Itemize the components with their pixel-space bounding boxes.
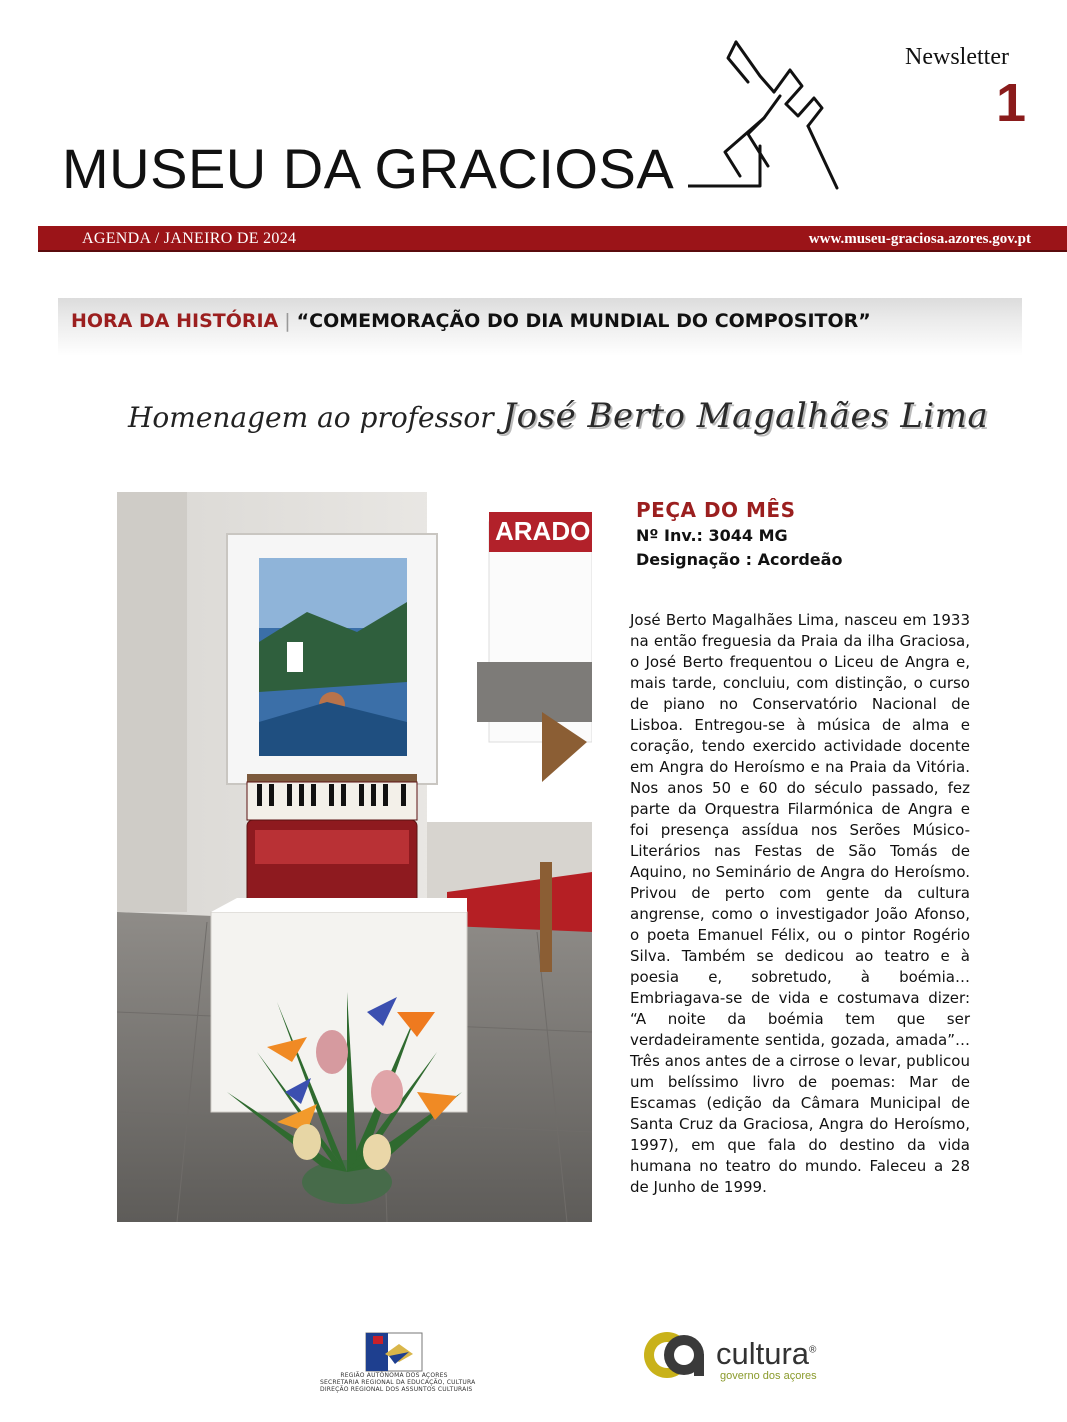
agenda-bar [38, 226, 1067, 252]
cultura-subtitle: governo dos açores [720, 1370, 817, 1382]
windmill-logo [688, 36, 848, 192]
section-title: “COMEMORAÇÃO DO DIA MUNDIAL DO COMPOSITOR” [296, 310, 871, 332]
tribute-name: José Berto Magalhães Lima [502, 396, 989, 436]
registered-mark: ® [809, 1344, 817, 1356]
piece-heading: PEÇA DO MÊS [636, 498, 796, 522]
footer-line-region: REGIÃO AUTÓNOMA DOS AÇORES [340, 1372, 448, 1379]
azores-flag-icon [365, 1332, 423, 1372]
exhibit-photo-illustration [117, 492, 592, 1222]
section-category: HORA DA HISTÓRIA [71, 310, 279, 332]
footer-line-secretariat: SECRETARIA REGIONAL DA EDUCAÇÃO, CULTURA [320, 1379, 476, 1386]
museum-title: MUSEU DA GRACIOSA [62, 137, 675, 200]
footer-line-directorate: DIREÇÃO REGIONAL DOS ASSUNTOS CULTURAIS [320, 1386, 473, 1393]
website-link[interactable]: www.museu-graciosa.azores.gov.pt [808, 231, 1031, 247]
exhibit-panel-text: ARADO [495, 516, 591, 546]
section-separator: | [284, 310, 291, 332]
piece-designation: Designação : Acordeão [636, 550, 843, 569]
newsletter-label: Newsletter [905, 44, 1009, 70]
exhibit-photo [117, 492, 592, 1222]
tribute-prefix: Homenagem ao professor [128, 401, 494, 434]
azores-government-logo [320, 1332, 476, 1402]
biography-text: José Berto Magalhães Lima, nasceu em 1933 na então freguesia da Praia da ilha Graciosa, o José Berto frequentou o Liceu de Angra e, mais tarde, concluiu, com distinção, o curso de piano no Conservatório Nacional de Lisboa. Entregou-se à música de alma e coração, tendo exercido actividade docente em Angra do Heroísmo e na Praia da Vitória. Nos anos 50 e 60 do século passado, fez parte da Orquestra Filarmónica de Angra e foi presença assídua nos Serões Músico-Literários nas Festas de São Tomás de Aquino, no Seminário de Angra do Heroísmo. Privou de perto com gente da cultura angrense, como o investigador João Afonso, o poeta Emanuel Félix, ou o pintor Rogério Silva. Também se dedicou ao teatro e à poesia e, sobretudo, à boémia… Embriagava-se de vida e costumava dizer: “A noite da boémia tem que ser verdadeiramente sentida, gozada, amada”… Três anos antes de a cirrose o levar, publicou um belíssimo livro de poemas: Mar de Escamas (edição da Câmara Municipal de Santa Cruz da Graciosa, Angra do Heroísmo, 1997), em que fala do destino da vida humana no teatro do mundo. Faleceu a 28 de Junho de 1999. [630, 611, 970, 1196]
cultura-brand [716, 1336, 816, 1372]
cultura-logo-icon [640, 1330, 712, 1380]
agenda-label: AGENDA / JANEIRO DE 2024 [82, 230, 297, 247]
cultura-logo [640, 1330, 830, 1390]
cultura-brand-text: cultura [716, 1336, 810, 1371]
piece-inventory: Nº Inv.: 3044 MG [636, 526, 788, 545]
section-banner [58, 298, 1022, 356]
newsletter-number: 1 [996, 73, 1027, 133]
tribute-heading [128, 396, 988, 436]
